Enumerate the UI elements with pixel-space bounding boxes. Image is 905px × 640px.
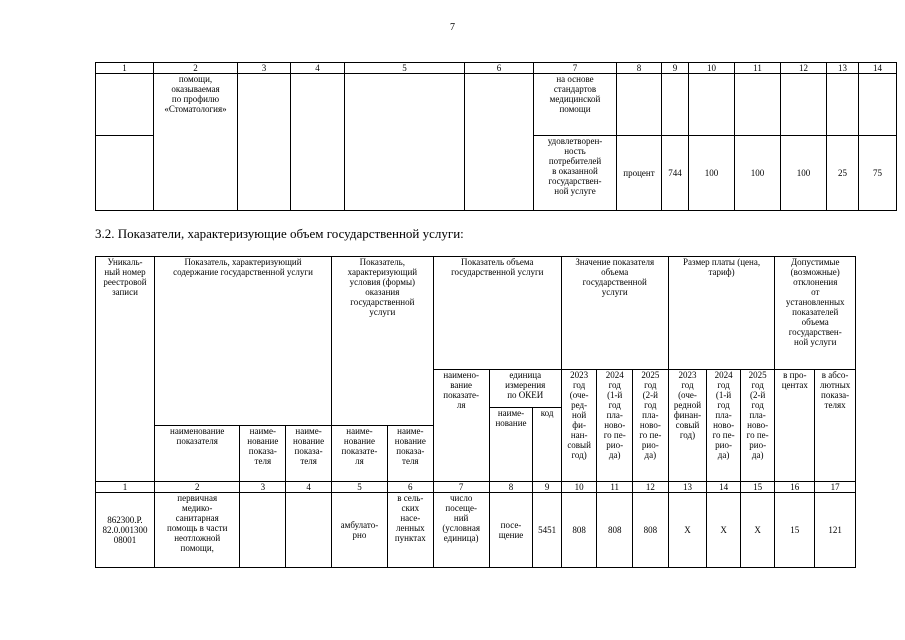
header-deviation-absolute: в абсо- лютных показа- телях [815,370,856,482]
column-number: 6 [387,482,433,493]
payment-cell: Х [707,493,741,568]
empty-cell [827,74,859,136]
column-number: 5 [345,63,465,74]
column-number: 5 [331,482,387,493]
header-conditions-indicator: Показатель, характеризующий условия (формы) оказания государственной услуги [331,257,433,426]
column-number: 4 [286,482,332,493]
volume-indicator-cell: число посеще- ний (условная единица) [433,493,489,568]
quality-indicators-table [95,62,897,211]
deviation-cell: 121 [815,493,856,568]
column-number: 9 [662,63,689,74]
empty-cell [859,74,897,136]
column-number: 10 [689,63,735,74]
header-condition-name: наиме- нование показа- теля [387,426,433,482]
column-number: 10 [561,482,597,493]
empty-cell [238,74,291,211]
empty-cell [240,493,286,568]
unit-cell: процент [617,136,662,211]
header-condition-name: наиме- нование показате- ля [331,426,387,482]
header-indicator-name: наимено- вание показате- ля [433,370,489,482]
empty-cell [96,136,154,211]
value-cell: 808 [633,493,669,568]
header-unit-name: наиме- нование [489,408,533,482]
column-number: 17 [815,482,856,493]
column-number: 8 [489,482,533,493]
content-indicator-cell: первичная медико- санитарная помощь в части неотложной помощи, [155,493,240,568]
value-cell: 808 [597,493,633,568]
empty-cell [617,74,662,136]
column-number: 14 [707,482,741,493]
column-number-row [96,63,897,74]
column-number: 4 [291,63,345,74]
column-number: 13 [827,63,859,74]
deviation-cell: 25 [827,136,859,211]
header-payment-2024: 2024 год (1-й год пла- ново- го пе- рио- да) [707,370,741,482]
service-content-cell: помощи, оказываемая по профилю «Стоматология» [154,74,238,211]
empty-cell [689,74,735,136]
column-number: 1 [96,482,155,493]
column-number: 8 [617,63,662,74]
header-value-2025: 2025 год (2-й год пла- ново- го пе- рио- да) [633,370,669,482]
header-okei-unit: единица измерения по ОКЕИ [489,370,561,408]
page-number: 7 [450,22,455,33]
condition-cell: амбулато- рно [331,493,387,568]
column-number: 9 [533,482,561,493]
empty-cell [286,493,332,568]
column-number: 7 [433,482,489,493]
deviation-cell: 15 [775,493,815,568]
column-number: 1 [96,63,154,74]
okei-code-cell: 5451 [533,493,561,568]
column-number: 11 [735,63,781,74]
column-number: 11 [597,482,633,493]
table-row [96,74,897,136]
column-number: 12 [633,482,669,493]
header-payment: Размер платы (цена, тариф) [668,257,775,370]
column-number: 12 [781,63,827,74]
header-payment-2025: 2025 год (2-й год пла- ново- го пе- рио- да) [740,370,775,482]
value-cell: 100 [781,136,827,211]
header-content-name: наиме- нование показа- теля [286,426,332,482]
column-number: 3 [240,482,286,493]
column-number: 14 [859,63,897,74]
header-unique-number: Уникаль- ный номер реестровой записи [96,257,155,482]
header-deviation-percent: в про- центах [775,370,815,482]
column-number: 3 [238,63,291,74]
column-number: 15 [740,482,775,493]
value-cell: 100 [689,136,735,211]
header-volume-value: Значение показателя объема государственной услуги [561,257,668,370]
volume-indicators-table [95,256,856,568]
okei-code-cell: 744 [662,136,689,211]
header-content-name: наиме- нование показа- теля [240,426,286,482]
section-heading: 3.2. Показатели, характеризующие объем государственной услуги: [95,226,464,241]
header-payment-2023: 2023 год (оче- редной финан- совый год) [668,370,707,482]
table-row [96,493,856,568]
header-unit-code: код [533,408,561,482]
column-number: 16 [775,482,815,493]
empty-cell [735,74,781,136]
column-number-row [96,482,856,493]
deviation-cell: 75 [859,136,897,211]
column-number: 2 [155,482,240,493]
empty-cell [291,74,345,211]
empty-cell [96,74,154,136]
value-cell: 808 [561,493,597,568]
value-cell: 100 [735,136,781,211]
header-value-2023: 2023 год (оче- ред- ной фи- нан- совый год) [561,370,597,482]
header-deviation: Допустимые (возможные) отклонения от установленных показателей объема государствен- ной услуги [775,257,856,370]
header-value-2024: 2024 год (1-й год пла- ново- го пе- рио- да) [597,370,633,482]
column-number: 2 [154,63,238,74]
condition-cell: в сель- ских насе- ленных пунктах [387,493,433,568]
column-number: 6 [465,63,534,74]
payment-cell: Х [668,493,707,568]
header-content-indicator: Показатель, характеризующий содержание государственной услуги [155,257,332,426]
empty-cell [781,74,827,136]
empty-cell [345,74,465,211]
header-volume-indicator: Показатель объема государственной услуги [433,257,561,370]
header-content-name: наименование показателя [155,426,240,482]
empty-cell [465,74,534,211]
indicator-name-cell: удовлетворен- ность потребителей в оказанной государствен- ной услуге [534,136,617,211]
unit-cell: посе- щение [489,493,533,568]
empty-cell [662,74,689,136]
payment-cell: Х [740,493,775,568]
column-number: 7 [534,63,617,74]
indicator-name-cell: на основе стандартов медицинской помощи [534,74,617,136]
registry-number-cell: 862300.Р. 82.0.001300 08001 [96,493,155,568]
column-number: 13 [668,482,707,493]
